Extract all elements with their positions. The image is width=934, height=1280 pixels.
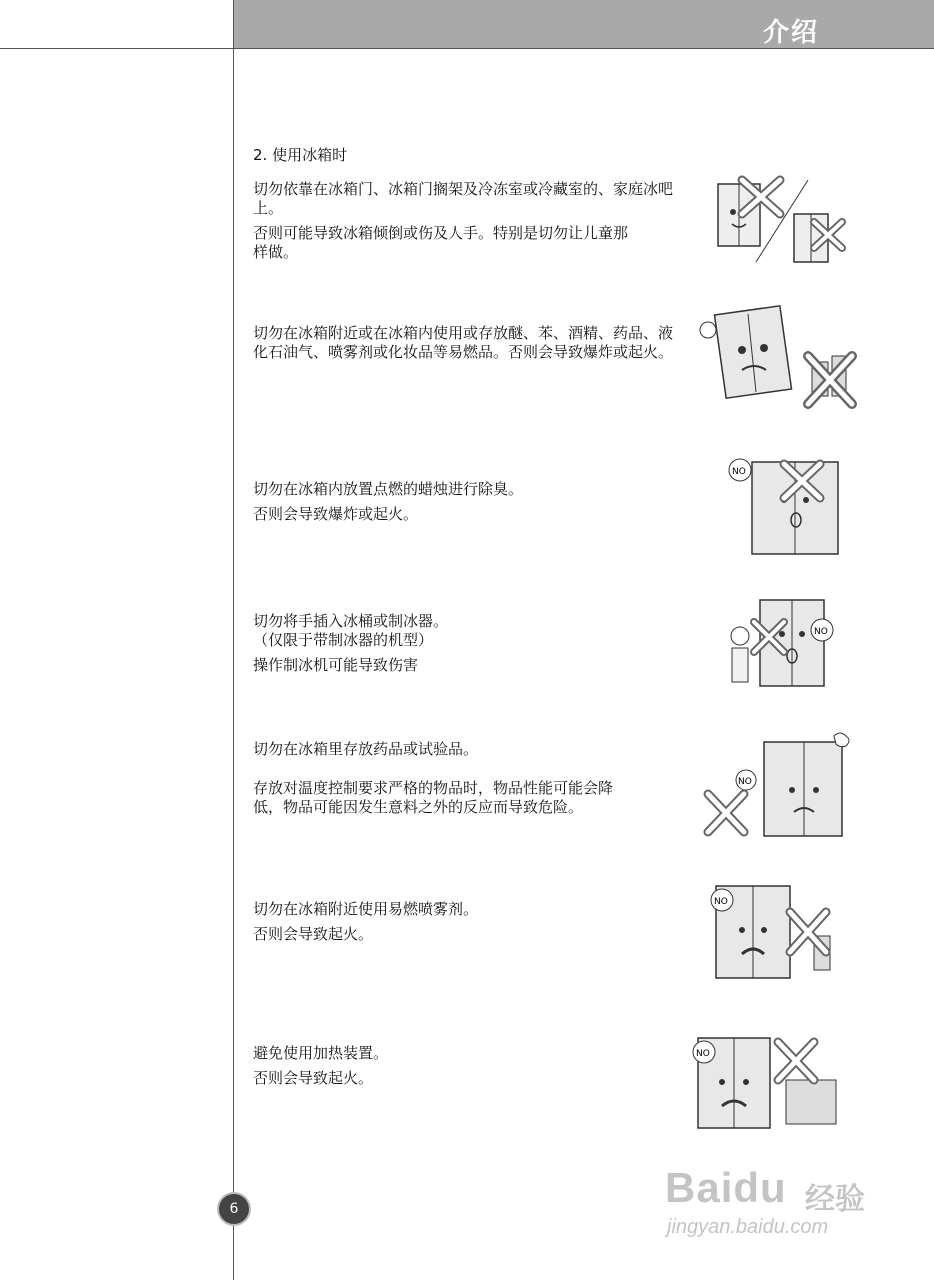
margin-divider xyxy=(233,0,234,1280)
warning-text: 避免使用加热装置。 xyxy=(253,1044,389,1062)
warning-text: 切勿依靠在冰箱门、冰箱门搁架及冷冻室或冷藏室的、家庭冰吧上。 xyxy=(253,180,674,217)
fridge-medicine-illustration xyxy=(700,728,858,838)
warning-text: 切勿在冰箱附近或在冰箱内使用或存放醚、苯、酒精、药品、液化石油气、喷雾剂或化妆品等易燃品。否则会导致爆炸或起火。 xyxy=(253,324,674,361)
fridge-spray-illustration xyxy=(704,878,840,980)
watermark-logo: Baidu xyxy=(665,1164,787,1211)
warning-item-flammables xyxy=(253,318,683,362)
watermark xyxy=(665,1140,885,1250)
page-title: 介绍 xyxy=(762,18,819,48)
fridge-icemaker-illustration xyxy=(726,596,836,688)
warning-text: 切勿将手插入冰桶或制冰器。 xyxy=(253,612,449,630)
header-bar xyxy=(233,0,934,48)
watermark-text: 经验 xyxy=(805,1182,865,1217)
warning-item-heater xyxy=(253,1044,683,1088)
warning-text: 否则会导致起火。 xyxy=(253,925,374,943)
warning-text: 存放对温度控制要求严格的物品时，物品性能可能会降低，物品可能因发生意料之外的反应而导致危险。 xyxy=(253,779,614,816)
no-sign-label: NO xyxy=(732,467,746,477)
warning-item-medicine xyxy=(253,740,683,817)
no-sign-label: NO xyxy=(738,777,752,787)
watermark-url: jingyan.baidu.com xyxy=(667,1216,829,1238)
section-heading: 2. 使用冰箱时 xyxy=(253,146,348,164)
fridge-flammables-illustration xyxy=(690,300,862,412)
no-sign-label: NO xyxy=(696,1049,710,1059)
no-sign-label: NO xyxy=(814,627,828,637)
warning-item-icemaker xyxy=(253,612,683,675)
warning-text: 否则可能导致冰箱倾倒或伤及人手。特别是切勿让儿童那样做。 xyxy=(253,224,629,261)
warning-text: 切勿在冰箱内放置点燃的蜡烛进行除臭。 xyxy=(253,480,524,498)
warning-text: 否则会导致爆炸或起火。 xyxy=(253,505,419,523)
no-sign-label: NO xyxy=(714,897,728,907)
warning-text: 操作制冰机可能导致伤害 xyxy=(253,656,419,674)
fridge-heater-illustration xyxy=(690,1028,842,1130)
warning-text: （仅限于带制冰器的机型） xyxy=(253,631,434,649)
warning-item-candle xyxy=(253,480,683,524)
fridge-lean-illustration xyxy=(696,172,852,268)
warning-item-spray xyxy=(253,900,683,944)
page-number: 6 xyxy=(219,1194,249,1224)
warning-item-lean xyxy=(253,180,683,262)
fridge-candle-illustration xyxy=(720,452,848,556)
warning-text: 切勿在冰箱附近使用易燃喷雾剂。 xyxy=(253,900,479,918)
header-divider xyxy=(0,48,934,49)
warning-text: 否则会导致起火。 xyxy=(253,1069,374,1087)
warning-text: 切勿在冰箱里存放药品或试验品。 xyxy=(253,740,479,758)
